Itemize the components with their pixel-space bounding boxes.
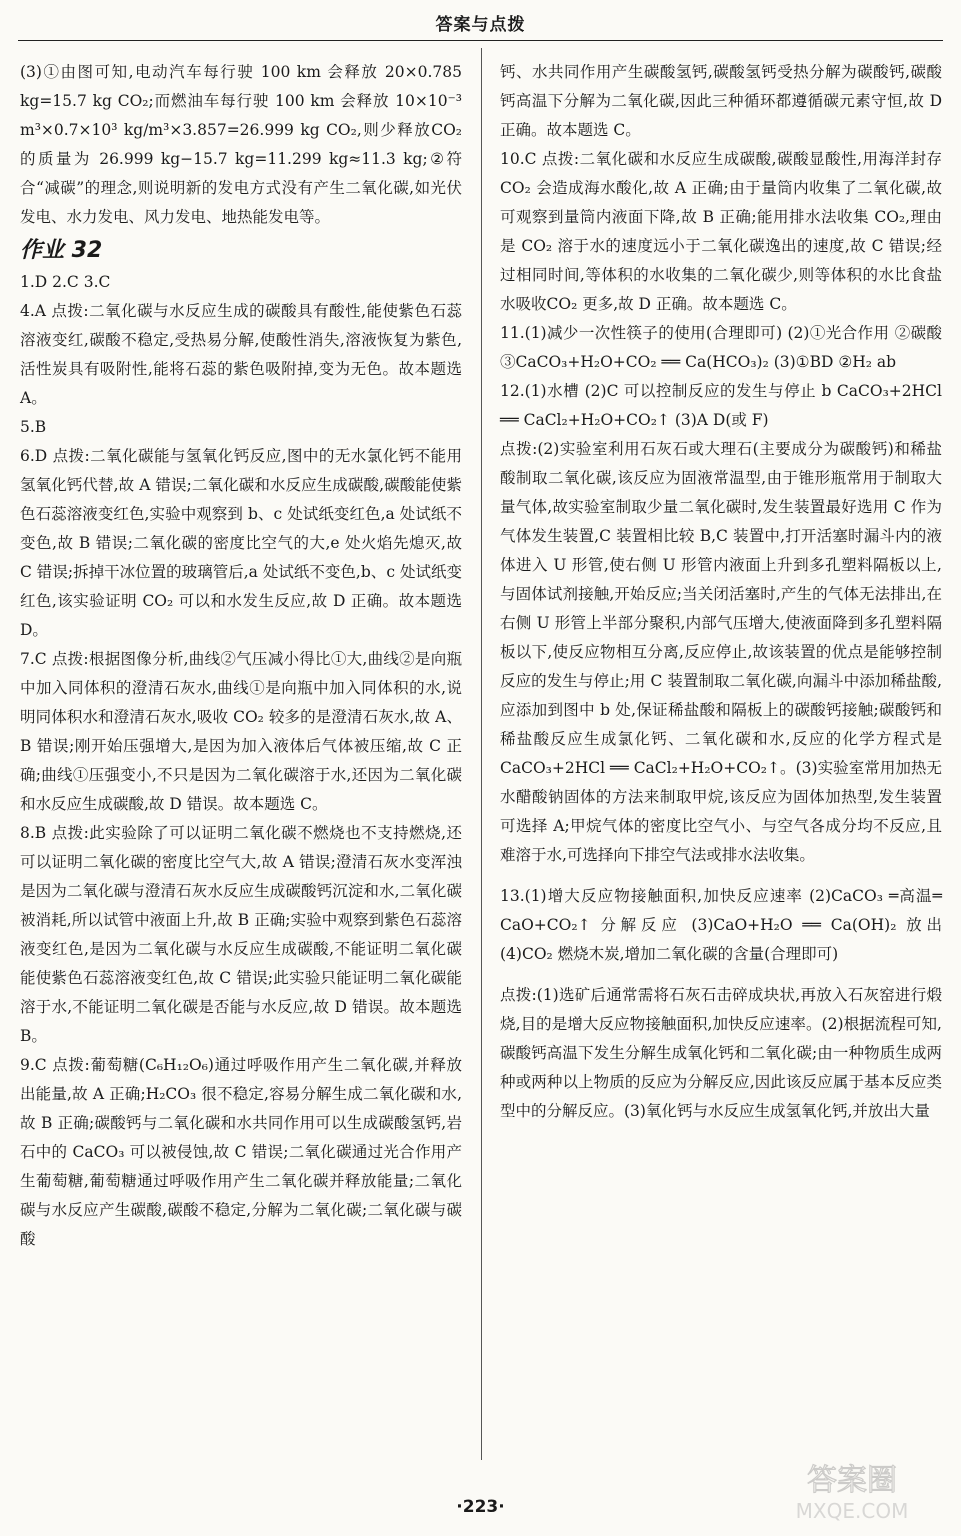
answer-q1-3: 1.D 2.C 3.C (20, 273, 111, 291)
answer-q11: 11.(1)减少一次性筷子的使用(合理即可) (2)①光合作用 ②碳酸 ③CaCO₃+H₂O+CO₂ ══ Ca(HCO₃)₂ (3)①BD ②H₂ ab (500, 324, 942, 371)
spacer (500, 870, 942, 882)
watermark-logo (757, 1456, 947, 1526)
answer-q6: 6.D 点拨:二氧化碳能与氢氧化钙反应,图中的无水氯化钙不能用氢氧化钙代替,故 A 错误;二氧化碳和水反应生成碳酸,碳酸能使紫色石蕊溶液变红色,实验中观察到 b、c 处试纸变红色,a 处试纸不变色,故 B 错误;二氧化碳的密度比空气的大,e 处火焰先熄灭,故 C 错误;拆掉干冰位置的玻璃管后,a 处试纸不变色,b、c 处试纸变红色,该实验证明 CO₂ 可以和水发生反应,故 D 正确。故本题选 D。 (20, 447, 462, 639)
left-column (20, 58, 462, 1254)
answer-q7: 7.C 点拨:根据图像分析,曲线②气压减小得比①大,曲线②是向瓶中加入同体积的澄清石灰水,曲线①是向瓶中加入同体积的水,说明同体积水和澄清石灰水,吸收 CO₂ 较多的是澄清石灰水,故 A、B 错误;刚开始压强增大,是因为加入液体后气体被压缩,故 C 正确;曲线①压强变小,不只是因为二氧化碳溶于水,还因为二氧化碳和水反应生成碳酸,故 D 错误。故本题选 C。 (20, 650, 462, 813)
answer-q5: 5.B (20, 418, 47, 436)
answer-q12-note: 点拨:(2)实验室利用石灰石或大理石(主要成分为碳酸钙)和稀盐酸制取二氧化碳,该反应为固液常温型,由于锥形瓶常用于制取大量气体,故实验室制取少量二氧化碳时,发生装置最好选用 C 作为气体发生装置,C 装置相比较 B,C 装置中,打开活塞时漏斗内的液体进入 U 形管,使右侧 U 形管内液面上升到多孔塑料隔板以上,与固体试剂接触,开始反应;当关闭活塞时,产生的气体无法排出,在右侧 U 形管上半部分聚积,内部气压增大,使液面降到多孔塑料隔板以下,使反应物相互分离,反应停止,故该装置的优点是能够控制反应的发生与停止;用 C 装置制取二氧化碳,向漏斗中添加稀盐酸,应添加到图中 b 处,保证稀盐酸和隔板上的碳酸钙接触;碳酸钙和稀盐酸反应生成氯化钙、二氧化碳和水,反应的化学方程式是 CaCO₃+2HCl ══ CaCl₂+H₂O+CO₂↑。(3)实验室常用加热无水醋酸钠固体的方法来制取甲烷,该反应为固体加热型,发生装置可选择 A;甲烷气体的密度比空气小、与空气各成分均不反应,且难溶于水,可选择向下排空气法或排水法收集。 (500, 440, 942, 864)
page-header: 答案与点拨 (435, 15, 526, 35)
header-rule (18, 40, 943, 41)
spacer (500, 969, 942, 981)
column-divider (481, 48, 482, 1460)
answer-q12: 12.(1)水槽 (2)C 可以控制反应的发生与停止 b CaCO₃+2HCl ══ CaCl₂+H₂O+CO₂↑ (3)A D(或 F) (500, 382, 942, 429)
answer-q9-continued: 钙、水共同作用产生碳酸氢钙,碳酸氢钙受热分解为碳酸钙,碳酸钙高温下分解为二氧化碳,因此三种循环都遵循碳元素守恒,故 D 正确。故本题选 C。 (500, 63, 942, 139)
answer-q10: 10.C 点拨:二氧化碳和水反应生成碳酸,碳酸显酸性,用海洋封存 CO₂ 会造成海水酸化,故 A 正确;由于量筒内收集了二氧化碳,故可观察到量筒内液面下降,故 B 正确;能用排水法收集 CO₂,理由是 CO₂ 溶于水的速度远小于二氧化碳逸出的速度,故 C 错误;经过相同时间,等体积的水收集的二氧化碳少,则等体积的水比食盐水吸收CO₂ 更多,故 D 正确。故本题选 C。 (500, 150, 942, 313)
answer-paragraph: (3)①由图可知,电动汽车每行驶 100 km 会释放 20×0.785 kg=15.7 kg CO₂;而燃油车每行驶 100 km 会释放 10×10⁻³ m³×0.7×10³ kg/m³×3.857=26.999 kg CO₂,则少释放CO₂ 的质量为 26.999 kg−15.7 kg=11.299 kg≈11.3 kg;②符合“减碳”的理念,则说明新的发电方式没有产生二氧化碳,如光伏发电、水力发电、风力发电、地热能发电等。 (20, 63, 462, 226)
page-number: ·223· (456, 1497, 505, 1517)
answer-q4: 4.A 点拨:二氧化碳与水反应生成的碳酸具有酸性,能使紫色石蕊溶液变红,碳酸不稳定,受热易分解,使酸性消失,溶液恢复为紫色,活性炭具有吸附性,能将石蕊的紫色吸附掉,变为无色。故本题选 A。 (20, 302, 462, 407)
watermark-site: MXQE.COM (795, 1499, 909, 1523)
answer-q8: 8.B 点拨:此实验除了可以证明二氧化碳不燃烧也不支持燃烧,还可以证明二氧化碳的密度比空气大,故 A 错误;澄清石灰水变浑浊是因为二氧化碳与澄清石灰水反应生成碳酸钙沉淀和水,二氧化碳被消耗,所以试管中液面上升,故 B 正确;实验中观察到紫色石蕊溶液变红色,是因为二氧化碳与水反应生成碳酸,不能证明二氧化碳能使紫色石蕊溶液变红色,故 C 错误;此实验只能证明二氧化碳能溶于水,不能证明二氧化碳是否能与水反应,故 D 错误。故本题选 B。 (20, 824, 462, 1045)
answer-q9: 9.C 点拨:葡萄糖(C₆H₁₂O₆)通过呼吸作用产生二氧化碳,并释放出能量,故 A 正确;H₂CO₃ 很不稳定,容易分解生成二氧化碳和水,故 B 正确;碳酸钙与二氧化碳和水共同作用可以生成碳酸氢钙,岩石中的 CaCO₃ 可以被侵蚀,故 C 错误;二氧化碳通过光合作用产生葡萄糖,葡萄糖通过呼吸作用产生二氧化碳并释放能量;二氧化碳与水反应产生碳酸,碳酸不稳定,分解为二氧化碳;二氧化碳与碳酸 (20, 1056, 462, 1248)
answer-q13: 13.(1)增大反应物接触面积,加快反应速率 (2)CaCO₃ ═高温═ CaO+CO₂↑ 分解反应 (3)CaO+H₂O ══ Ca(OH)₂ 放出 (4)CO₂ 燃烧木炭,增加二氧化碳的含量(合理即可) (500, 887, 942, 963)
right-column (500, 58, 942, 1126)
homework-title: 作业 32 (20, 238, 103, 263)
answer-q13-note: 点拨:(1)选矿后通常需将石灰石击碎成块状,再放入石灰窑进行煅烧,目的是增大反应物接触面积,加快反应速率。(2)根据流程可知,碳酸钙高温下发生分解生成氧化钙和二氧化碳;由一种物质生成两种或两种以上物质的反应为分解反应,因此该反应属于基本反应类型中的分解反应。(3)氧化钙与水反应生成氢氧化钙,并放出大量 (500, 986, 942, 1120)
watermark-text: 答案圈 (807, 1463, 897, 1498)
